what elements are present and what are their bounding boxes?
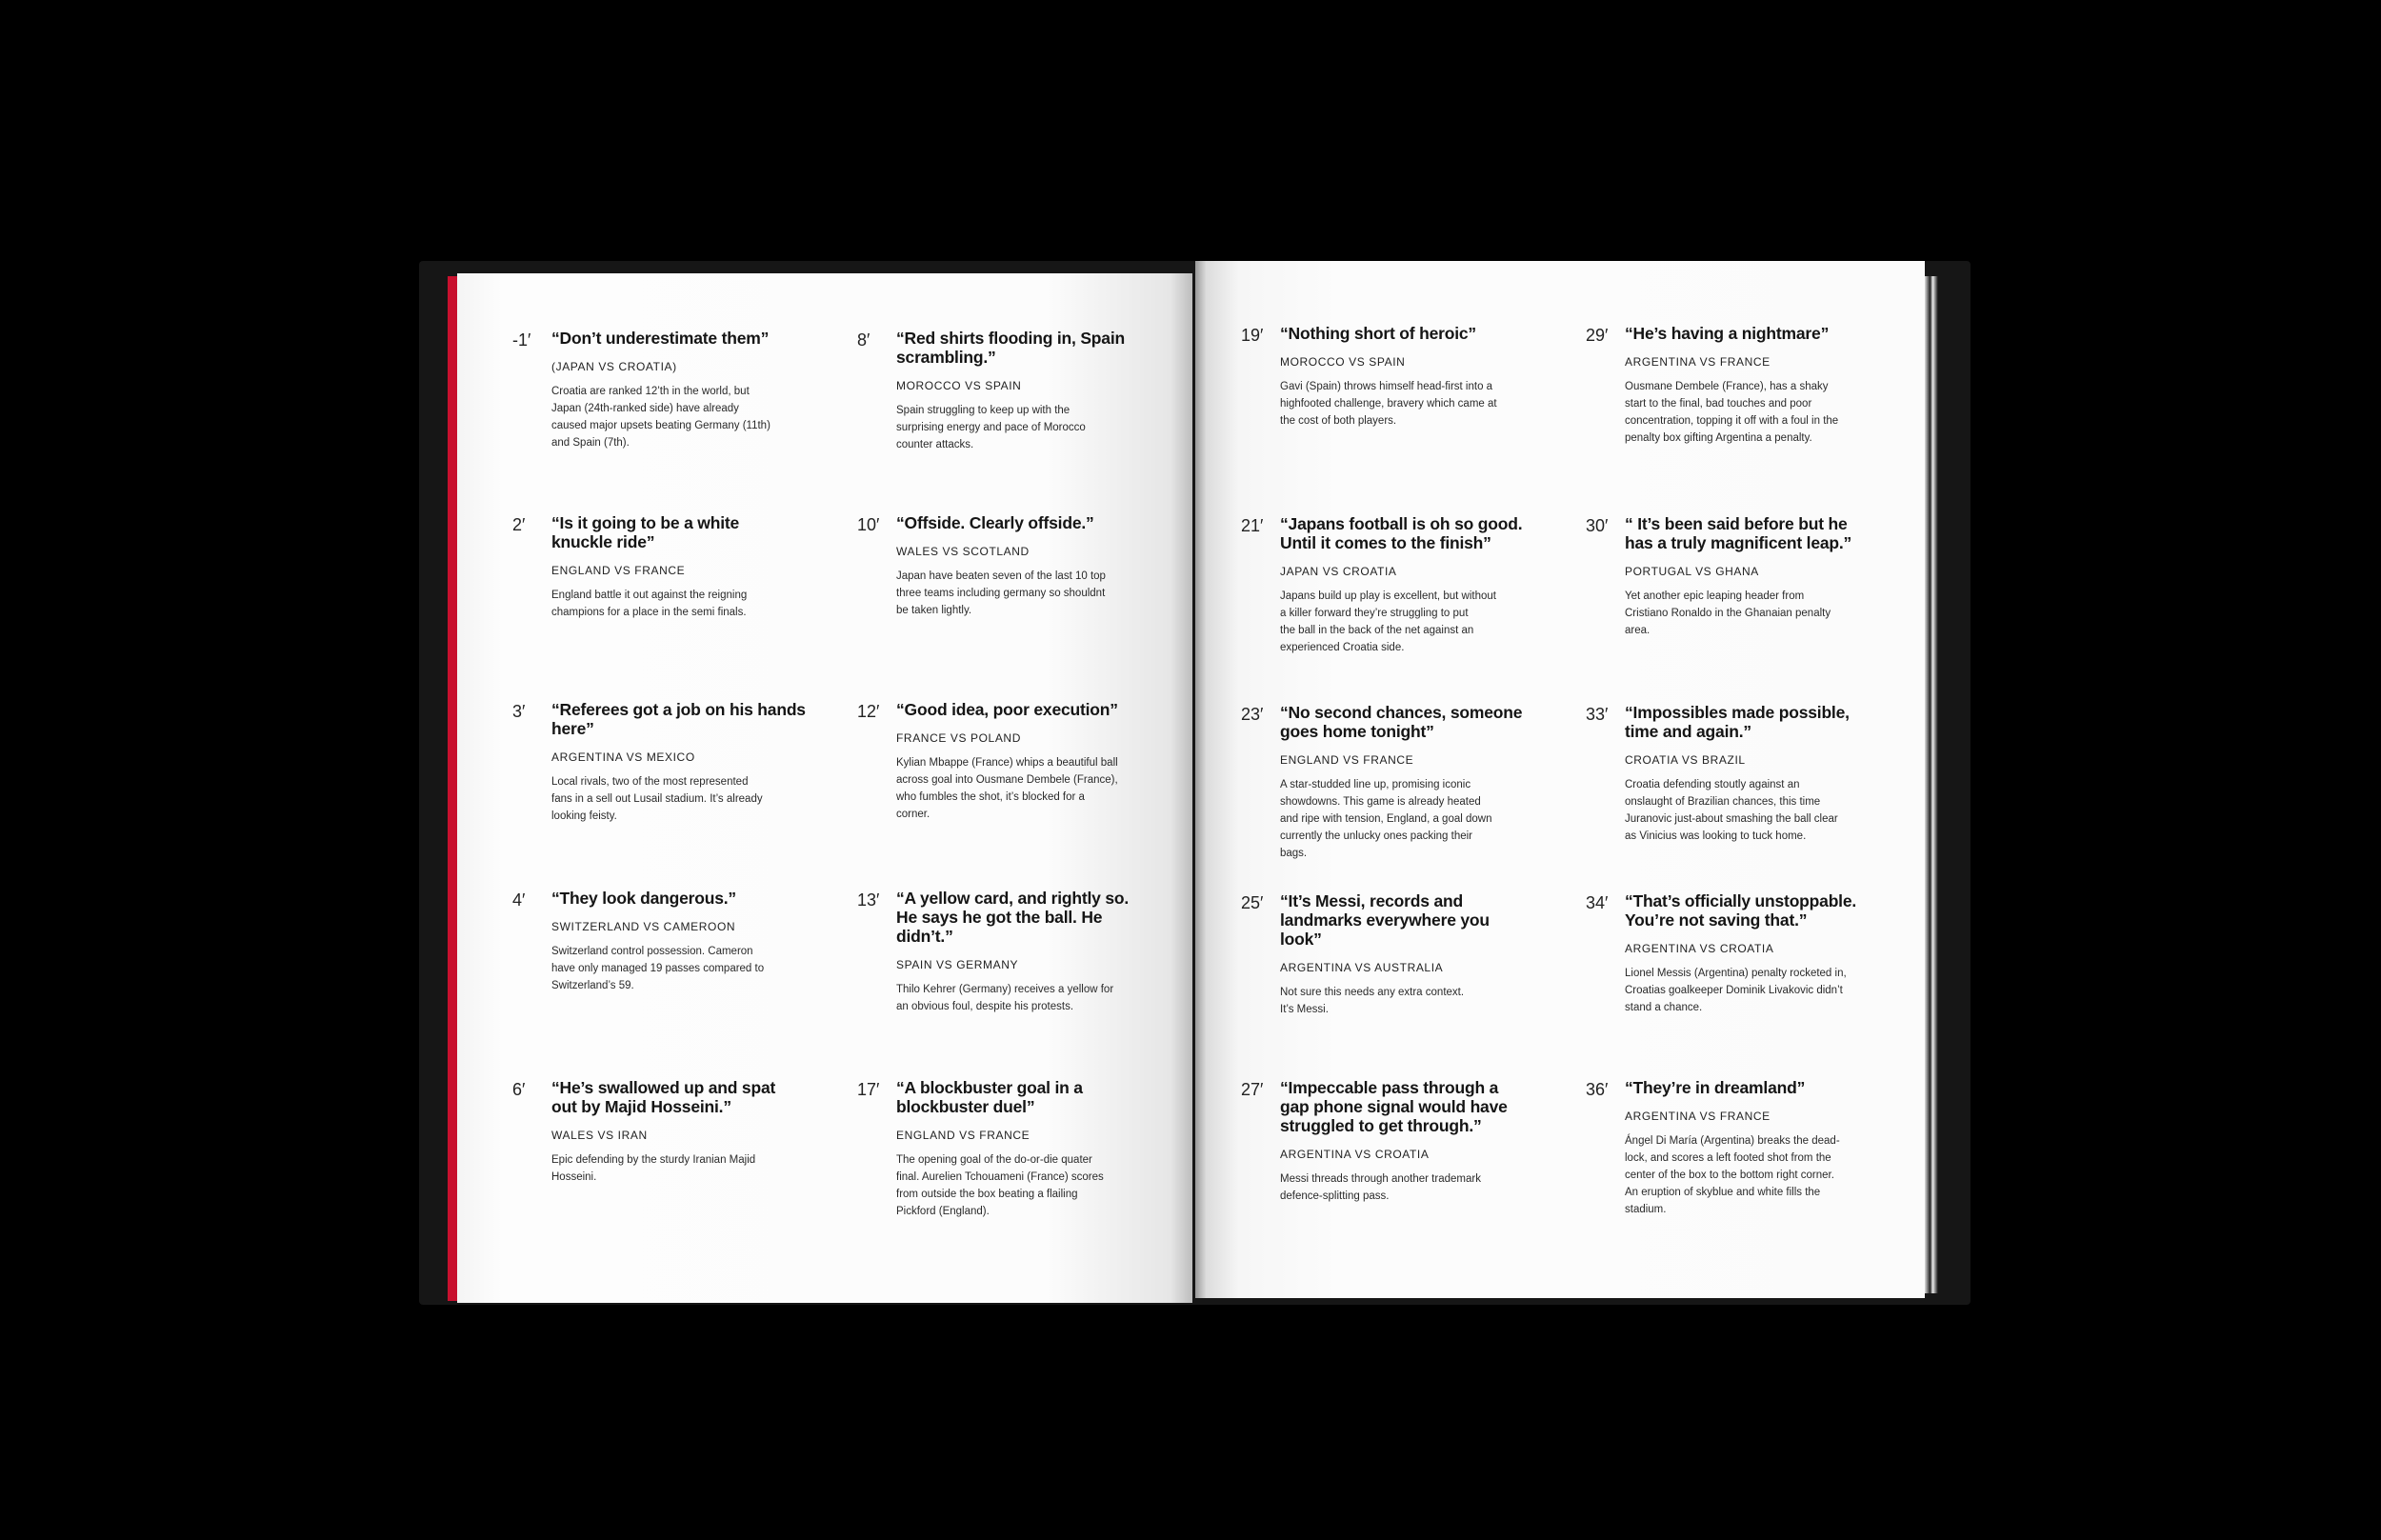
match-label: SWITZERLAND VS CAMEROON bbox=[551, 920, 736, 933]
match-label: ARGENTINA VS FRANCE bbox=[1625, 1110, 1771, 1123]
entry-description: Thilo Kehrer (Germany) receives a yellow for an obvious foul, despite his protests. bbox=[896, 984, 1114, 1012]
minute-label: 21′ bbox=[1241, 516, 1264, 535]
match-label: FRANCE VS POLAND bbox=[896, 731, 1021, 745]
minute-label: 10′ bbox=[857, 515, 880, 534]
quote-heading: “Referees got a job on his hands here” bbox=[551, 700, 806, 738]
entry-body bbox=[1280, 514, 1566, 656]
entry-description: Japan have beaten seven of the last 10 top three teams including germany so shouldnt be taken lightly. bbox=[896, 570, 1106, 616]
match-label: ENGLAND VS FRANCE bbox=[1280, 753, 1414, 767]
minute-label: 30′ bbox=[1586, 516, 1609, 535]
entry-body bbox=[896, 1078, 1182, 1220]
entry-body bbox=[1280, 324, 1566, 430]
entry-body bbox=[896, 329, 1182, 453]
quote-heading: “They look dangerous.” bbox=[551, 889, 736, 908]
quote-heading: “A yellow card, and rightly so. He says he got the ball. He didn’t.” bbox=[896, 889, 1130, 946]
minute-label: 4′ bbox=[512, 890, 526, 910]
match-label: ENGLAND VS FRANCE bbox=[896, 1129, 1030, 1142]
page-edge-red bbox=[448, 276, 457, 1301]
entry-body bbox=[551, 1078, 837, 1186]
entry-body bbox=[1280, 1078, 1566, 1205]
entry-body bbox=[896, 700, 1182, 823]
match-label: ARGENTINA VS MEXICO bbox=[551, 750, 695, 764]
quote-heading: “Good idea, poor execution” bbox=[896, 700, 1118, 719]
match-label: ARGENTINA VS CROATIA bbox=[1280, 1148, 1430, 1161]
minute-label: 6′ bbox=[512, 1080, 526, 1099]
match-label: ARGENTINA VS AUSTRALIA bbox=[1280, 961, 1444, 974]
quote-heading: “Impossibles made possible, time and again.” bbox=[1625, 703, 1850, 741]
right-page bbox=[1195, 261, 1925, 1298]
minute-label: 25′ bbox=[1241, 893, 1264, 912]
entry-description: Gavi (Spain) throws himself head-first into a highfooted challenge, bravery which came at the cost of both players. bbox=[1280, 381, 1497, 427]
quote-heading: “Is it going to be a white knuckle ride” bbox=[551, 513, 740, 551]
minute-label: 2′ bbox=[512, 515, 526, 534]
quote-heading: “A blockbuster goal in a blockbuster duel” bbox=[896, 1078, 1083, 1116]
entry-body bbox=[1625, 1078, 1911, 1218]
entry-description: Ousmane Dembele (France), has a shaky start to the final, bad touches and poor concentration, topping it off with a foul in the penalty box gifting Argentina a penalty. bbox=[1625, 381, 1839, 444]
match-label: MOROCCO VS SPAIN bbox=[896, 379, 1022, 392]
entry-body bbox=[1625, 703, 1911, 845]
quote-heading: “Impeccable pass through a gap phone signal would have struggled to get through.” bbox=[1280, 1078, 1508, 1135]
entry-description: Croatia are ranked 12’th in the world, but Japan (24th-ranked side) have already caused major upsets beating Germany (11th) and Spain (7th). bbox=[551, 386, 770, 449]
entry-body bbox=[1280, 703, 1566, 862]
entry-description: Kylian Mbappe (France) whips a beautiful ball across goal into Ousmane Dembele (France), who fumbles the shot, it’s blocked for a corner. bbox=[896, 757, 1118, 820]
entry-description: Spain struggling to keep up with the surprising energy and pace of Morocco counter attacks. bbox=[896, 405, 1086, 450]
quote-heading: “He’s swallowed up and spat out by Majid Hosseini.” bbox=[551, 1078, 776, 1116]
entry-description: Ángel Di María (Argentina) breaks the dead- lock, and scores a left footed shot from the center of the box to the bottom right corner. An eruption of skyblue and white fills the stadium. bbox=[1625, 1135, 1840, 1215]
entry-body bbox=[896, 513, 1182, 619]
match-label: (JAPAN VS CROATIA) bbox=[551, 360, 677, 373]
minute-label: 12′ bbox=[857, 702, 880, 721]
entry-description: Switzerland control possession. Cameron have only managed 19 passes compared to Switzerland’s 59. bbox=[551, 946, 765, 991]
match-label: JAPAN VS CROATIA bbox=[1280, 565, 1397, 578]
quote-heading: “He’s having a nightmare” bbox=[1625, 324, 1830, 343]
entry-body bbox=[551, 329, 837, 451]
entry-description: Lionel Messis (Argentina) penalty rocketed in, Croatias goalkeeper Dominik Livakovic didn’t stand a chance. bbox=[1625, 968, 1847, 1013]
match-label: SPAIN VS GERMANY bbox=[896, 958, 1019, 971]
page-edge-right bbox=[1925, 276, 1938, 1293]
minute-label: 33′ bbox=[1586, 705, 1609, 724]
entry-description: Not sure this needs any extra context. It’s Messi. bbox=[1280, 987, 1465, 1015]
minute-label: 23′ bbox=[1241, 705, 1264, 724]
quote-heading: “Don’t underestimate them” bbox=[551, 329, 770, 348]
quote-heading: “They’re in dreamland” bbox=[1625, 1078, 1806, 1097]
minute-label: 29′ bbox=[1586, 326, 1609, 345]
minute-label: 19′ bbox=[1241, 326, 1264, 345]
entry-description: Croatia defending stoutly against an onslaught of Brazilian chances, this time Juranovic just-about smashing the ball clear as Vinicius was looking to tuck home. bbox=[1625, 779, 1838, 842]
minute-label: 17′ bbox=[857, 1080, 880, 1099]
entry-description: Yet another epic leaping header from Cristiano Ronaldo in the Ghanaian penalty area. bbox=[1625, 590, 1831, 636]
minute-label: 8′ bbox=[857, 330, 870, 350]
match-label: WALES VS SCOTLAND bbox=[896, 545, 1030, 558]
entry-description: Japans build up play is excellent, but without a killer forward they’re struggling to put the ball in the back of the net against an experienced Croatia side. bbox=[1280, 590, 1496, 653]
match-label: WALES VS IRAN bbox=[551, 1129, 648, 1142]
entry-body bbox=[551, 700, 837, 825]
entry-description: A star-studded line up, promising iconic showdowns. This game is already heated and ripe with tension, England, a goal down currently the unlucky ones packing their bags. bbox=[1280, 779, 1492, 859]
entry-body bbox=[551, 513, 837, 621]
entry-description: Epic defending by the sturdy Iranian Majid Hosseini. bbox=[551, 1154, 756, 1183]
quote-heading: “No second chances, someone goes home tonight” bbox=[1280, 703, 1523, 741]
entry-body bbox=[1625, 514, 1911, 639]
minute-label: -1′ bbox=[512, 330, 531, 350]
quote-heading: “Japans football is oh so good. Until it comes to the finish” bbox=[1280, 514, 1523, 552]
left-page bbox=[457, 273, 1192, 1303]
match-label: ENGLAND VS FRANCE bbox=[551, 564, 686, 577]
match-label: ARGENTINA VS FRANCE bbox=[1625, 355, 1771, 369]
match-label: PORTUGAL VS GHANA bbox=[1625, 565, 1759, 578]
entry-body bbox=[551, 889, 837, 994]
match-label: ARGENTINA VS CROATIA bbox=[1625, 942, 1774, 955]
quote-heading: “Red shirts flooding in, Spain scrambling.” bbox=[896, 329, 1125, 367]
quote-heading: “Nothing short of heroic” bbox=[1280, 324, 1476, 343]
entry-description: The opening goal of the do-or-die quater final. Aurelien Tchouameni (France) scores from outside the box beating a flailing Pickford (England). bbox=[896, 1154, 1104, 1217]
entry-body bbox=[1625, 891, 1911, 1016]
minute-label: 27′ bbox=[1241, 1080, 1264, 1099]
quote-heading: “It’s Messi, records and landmarks everywhere you look” bbox=[1280, 891, 1490, 949]
minute-label: 36′ bbox=[1586, 1080, 1609, 1099]
minute-label: 13′ bbox=[857, 890, 880, 910]
minute-label: 34′ bbox=[1586, 893, 1609, 912]
entry-description: England battle it out against the reigning champions for a place in the semi finals. bbox=[551, 590, 748, 618]
match-label: MOROCCO VS SPAIN bbox=[1280, 355, 1406, 369]
entry-body bbox=[1625, 324, 1911, 447]
entry-body bbox=[896, 889, 1182, 1015]
minute-label: 3′ bbox=[512, 702, 526, 721]
quote-heading: “ It’s been said before but he has a truly magnificent leap.” bbox=[1625, 514, 1852, 552]
match-label: CROATIA VS BRAZIL bbox=[1625, 753, 1746, 767]
quote-heading: “That’s officially unstoppable. You’re not saving that.” bbox=[1625, 891, 1857, 930]
quote-heading: “Offside. Clearly offside.” bbox=[896, 513, 1094, 532]
entry-body bbox=[1280, 891, 1566, 1018]
entry-description: Local rivals, two of the most represented fans in a sell out Lusail stadium. It’s already looking feisty. bbox=[551, 776, 763, 822]
entry-description: Messi threads through another trademark defence-splitting pass. bbox=[1280, 1173, 1481, 1202]
